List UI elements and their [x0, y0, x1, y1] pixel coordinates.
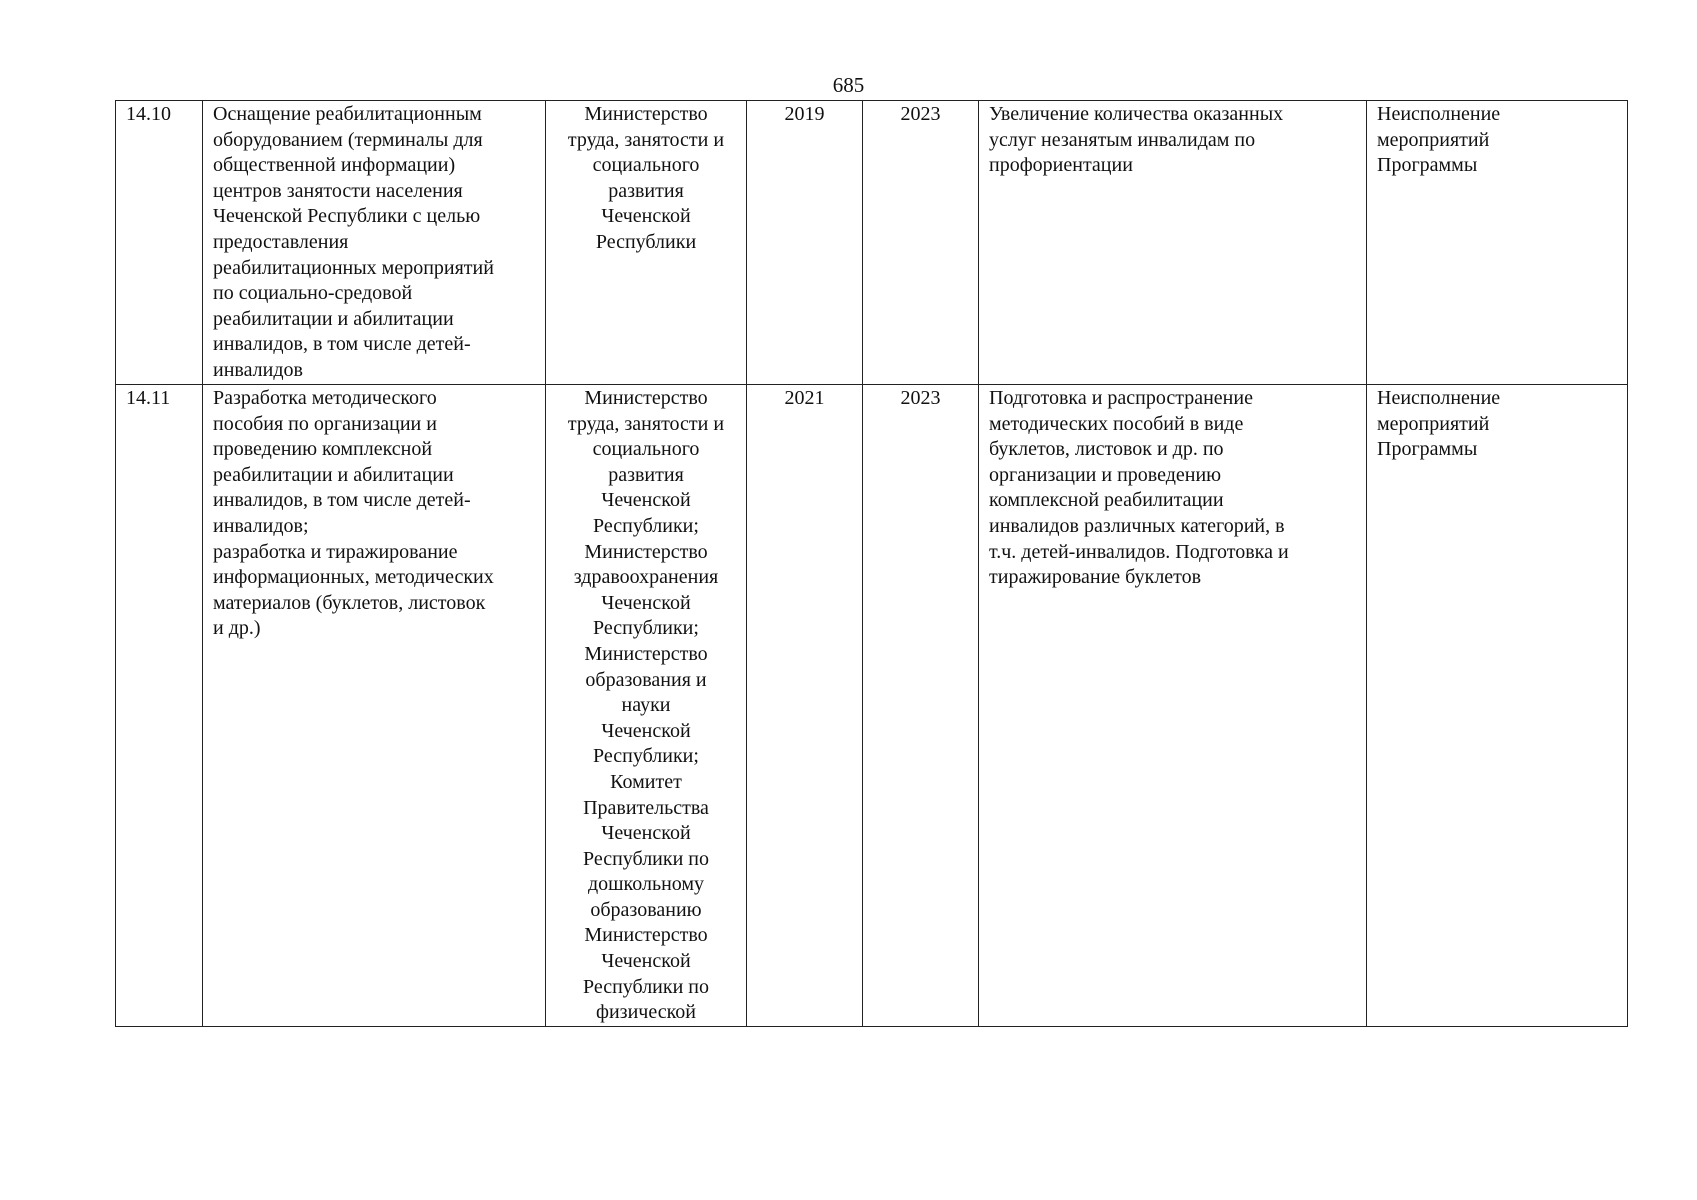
end-year-cell: 2023: [863, 101, 979, 385]
expected-result-cell: Подготовка и распространение методических пособий в виде буклетов, листовок и др. по организации и проведению комплексной реабилитации инвалидов различных категорий, в т.ч. детей-инвалидов. Подготовка и тиражирование буклетов: [979, 385, 1367, 1027]
page-number: 685: [832, 73, 865, 97]
executor-cell: Министерство труда, занятости и социального развития Чеченской Республики: [546, 101, 747, 385]
end-year-cell: 2023: [863, 385, 979, 1027]
start-year-cell: 2019: [747, 101, 863, 385]
start-year-cell: 2021: [747, 385, 863, 1027]
item-number-cell: 14.10: [116, 101, 203, 385]
measure-name-cell: Оснащение реабилитационным оборудованием (терминалы для общественной информации) центров занятости населения Чеченской Республики с целью предоставления реабилитационных мероприятий по социально-средовой реабилитации и абилитации инвалидов, в том числе детей- инвалидов: [203, 101, 546, 385]
item-number-cell: 14.11: [116, 385, 203, 1027]
measure-name-cell: Разработка методического пособия по организации и проведению комплексной реабилитации и абилитации инвалидов, в том числе детей- инвалидов; разработка и тиражирование информационных, методических материалов (буклетов, листовок и др.): [203, 385, 546, 1027]
measures-table: [115, 100, 1628, 1027]
expected-result-cell: Увеличение количества оказанных услуг незанятым инвалидам по профориентации: [979, 101, 1367, 385]
executor-cell: Министерство труда, занятости и социального развития Чеченской Республики; Министерство здравоохранения Чеченской Республики; Министерство образования и науки Чеченской Республики; Комитет Правительства Чеченской Республики по дошкольному образованию Министерство Чеченской Республики по физической: [546, 385, 747, 1027]
table-row: [116, 385, 1628, 1027]
table-row: [116, 101, 1628, 385]
consequence-cell: Неисполнение мероприятий Программы: [1367, 385, 1628, 1027]
consequence-cell: Неисполнение мероприятий Программы: [1367, 101, 1628, 385]
